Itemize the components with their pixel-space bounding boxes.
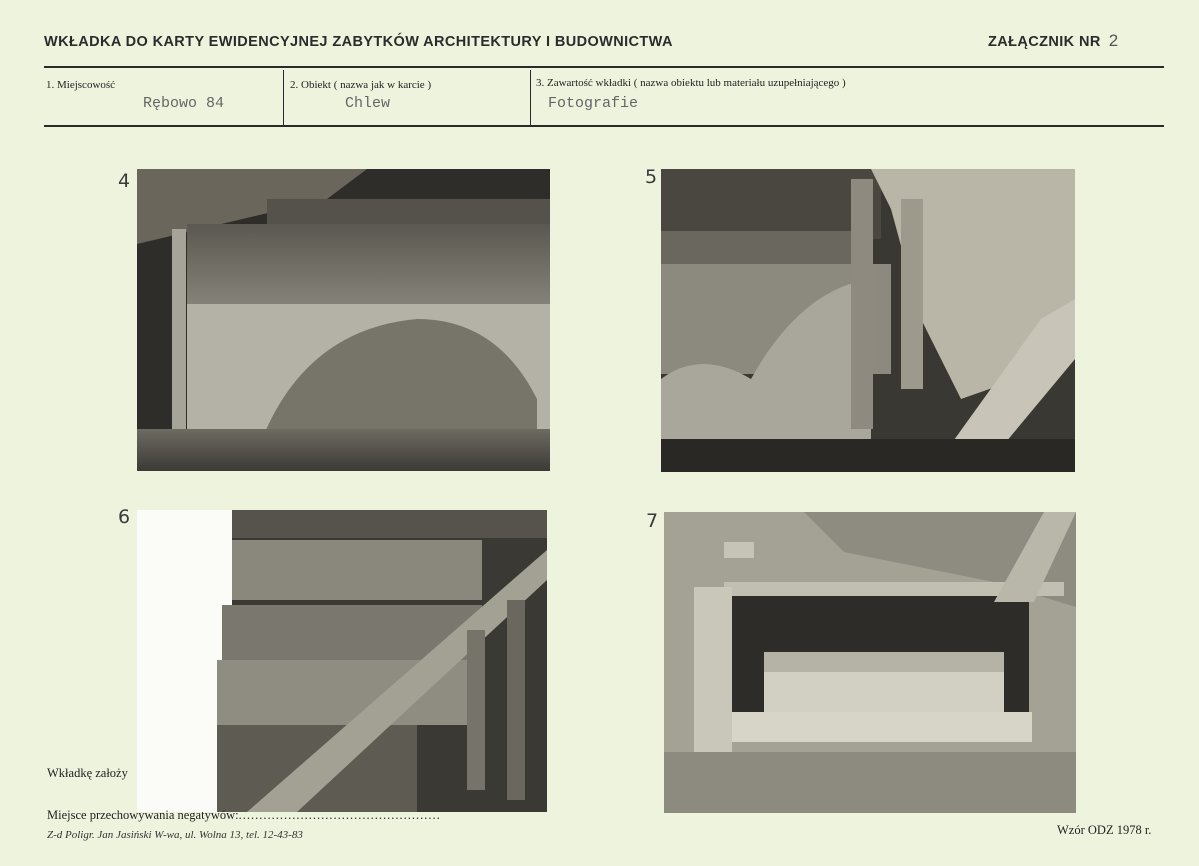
photo-number-5: 5 <box>645 166 658 188</box>
founded-by-label: Wkładkę założy <box>47 766 128 780</box>
negative-storage-row <box>47 808 441 823</box>
object-value: Chlew <box>345 95 391 112</box>
field-divider-2 <box>530 70 531 127</box>
photo-number-7: 7 <box>646 510 659 532</box>
contents-value: Fotografie <box>548 95 639 112</box>
negative-storage-dots: ................................................. <box>238 808 441 822</box>
object-label: 2. Obiekt ( nazwa jak w karcie ) <box>290 79 432 91</box>
photo-5 <box>661 169 1075 472</box>
locality-label: 1. Miejscowość <box>46 79 116 91</box>
photo-number-4: 4 <box>118 170 131 192</box>
photo-7 <box>664 512 1076 813</box>
field-divider-1 <box>283 70 284 127</box>
locality-value: Rębowo 84 <box>143 95 225 112</box>
negative-storage-label: Miejsce przechowywania negatywów: <box>47 808 239 822</box>
annex-label <box>988 31 1119 51</box>
form-designation: Wzór ODZ 1978 r. <box>1057 823 1152 837</box>
annex-label-text: ZAŁĄCZNIK NR <box>988 34 1101 50</box>
photo-number-6: 6 <box>118 506 131 528</box>
photo-6 <box>137 510 547 812</box>
bottom-rule <box>44 125 1164 127</box>
top-rule <box>44 66 1164 68</box>
document-title: WKŁADKA DO KARTY EWIDENCYJNEJ ZABYTKÓW ARCHITEKTURY I BUDOWNICTWA <box>44 34 673 50</box>
annex-number: 2 <box>1108 31 1119 50</box>
contents-label: 3. Zawartość wkładki ( nazwa obiektu lub materiału uzupełniającego ) <box>536 77 846 89</box>
printer-imprint: Z-d Poligr. Jan Jasiński W-wa, ul. Wolna 13, tel. 12-43-83 <box>47 829 303 841</box>
photo-4 <box>137 169 550 471</box>
